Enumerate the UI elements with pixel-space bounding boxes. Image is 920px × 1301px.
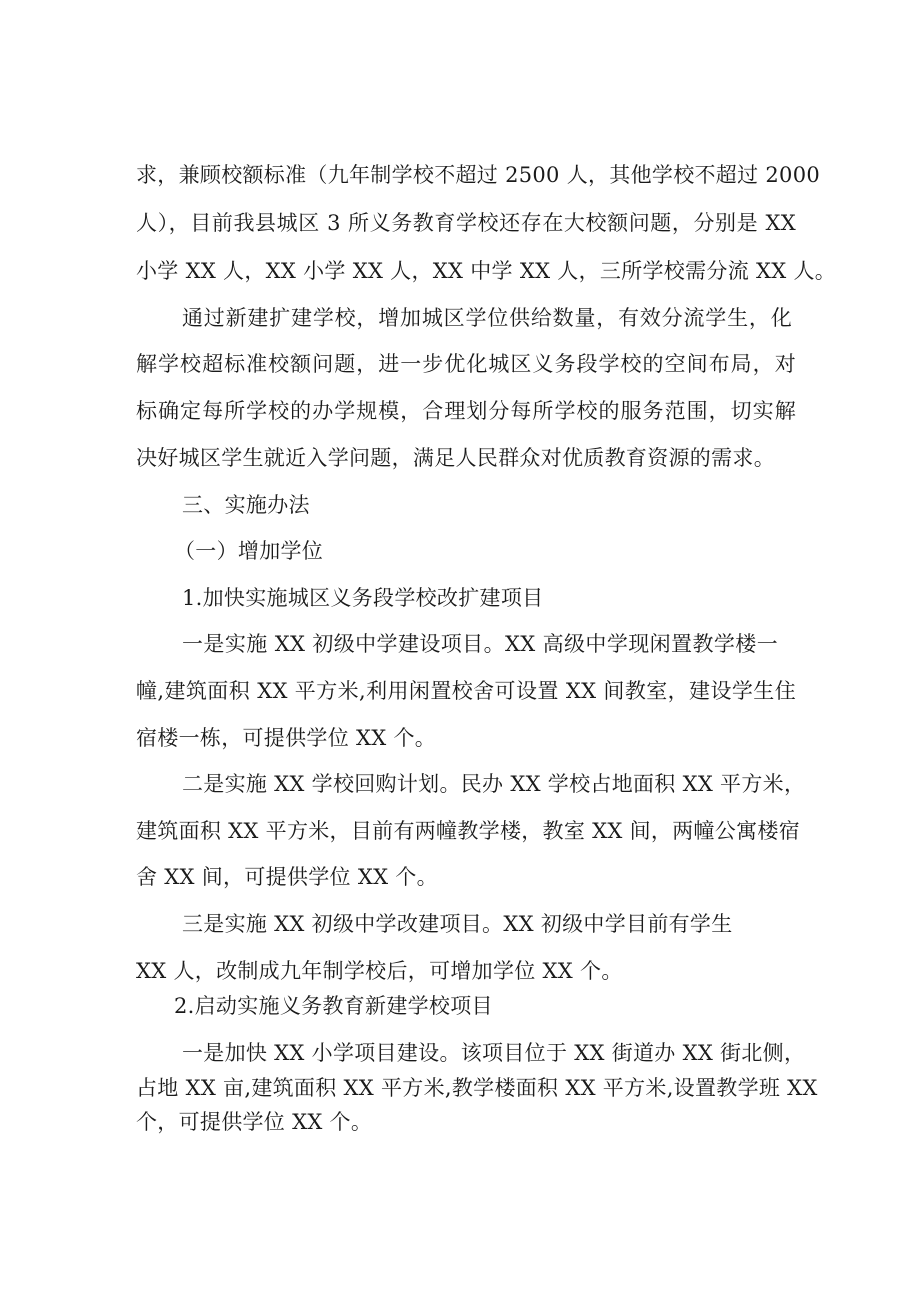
text-line: 人），目前我县城区 3 所义务教育学校还存在大校额问题，分别是 XX: [136, 211, 796, 235]
section-heading: 三、实施办法: [182, 493, 310, 517]
text-line: 三是实施 XX 初级中学改建项目。XX 初级中学目前有学生: [182, 912, 733, 936]
text-line: 建筑面积 XX 平方米，目前有两幢教学楼，教室 XX 间，两幢公寓楼宿: [136, 819, 800, 843]
text-line: 标确定每所学校的办学规模，合理划分每所学校的服务范围，切实解: [136, 399, 796, 423]
text-line: 个，可提供学位 XX 个。: [136, 1110, 373, 1134]
text-line: 通过新建扩建学校，增加城区学位供给数量，有效分流学生，化: [182, 306, 792, 330]
text-line: 决好城区学生就近入学问题，满足人民群众对优质教育资源的需求。: [136, 446, 775, 470]
subsection-heading: （一）增加学位: [174, 539, 324, 563]
text-line: 占地 XX 亩,建筑面积 XX 平方米,教学楼面积 XX 平方米,设置教学班 XX: [136, 1076, 818, 1100]
text-line: 二是实施 XX 学校回购计划。民办 XX 学校占地面积 XX 平方米，: [182, 772, 806, 796]
text-line: 小学 XX 人，XX 小学 XX 人，XX 中学 XX 人，三所学校需分流 XX 人。: [136, 259, 837, 283]
text-line: 一是实施 XX 初级中学建设项目。XX 高级中学现闲置教学楼一: [182, 632, 778, 656]
text-line: XX 人，改制成九年制学校后，可增加学位 XX 个。: [136, 959, 623, 983]
text-line: 宿楼一栋，可提供学位 XX 个。: [136, 726, 437, 750]
text-line: 解学校超标准校额问题，进一步优化城区义务段学校的空间布局，对: [136, 352, 796, 376]
text-line: 舍 XX 间，可提供学位 XX 个。: [136, 865, 438, 889]
item-heading: 2.启动实施义务教育新建学校项目: [174, 994, 493, 1018]
text-line: 求，兼顾校额标准（九年制学校不超过 2500 人，其他学校不超过 2000: [136, 163, 821, 187]
item-heading: 1.加快实施城区义务段学校改扩建项目: [182, 586, 544, 610]
text-line: 一是加快 XX 小学项目建设。该项目位于 XX 街道办 XX 街北侧，: [182, 1041, 806, 1065]
text-line: 幢,建筑面积 XX 平方米,利用闲置校舍可设置 XX 间教室，建设学生住: [136, 679, 796, 703]
